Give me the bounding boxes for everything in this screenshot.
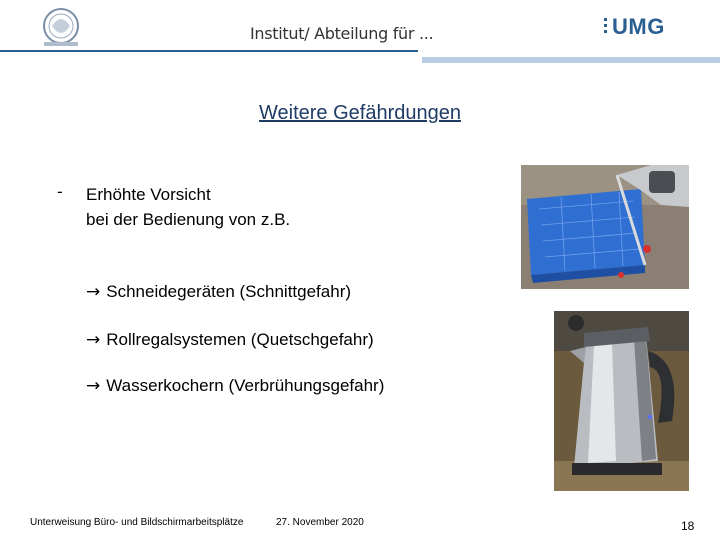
slide-title: Weitere Gefährdungen: [259, 102, 461, 124]
arrow-item-text: Rollregalsystemen (Quetschgefahr): [106, 330, 374, 349]
arrow-item-shelving: [86, 330, 374, 350]
arrow-item-cutter: [86, 282, 351, 302]
bullet-dash: -: [57, 182, 63, 201]
bullet-line-2: bei der Bedienung von z.B.: [86, 210, 291, 229]
arrow-right-icon: →: [86, 376, 101, 396]
footer-course-title: Unterweisung Büro- und Bildschirmarbeitsplätze: [30, 517, 244, 528]
arrow-item-text: Schneidegeräten (Schnittgefahr): [106, 282, 352, 301]
arrow-right-icon: →: [86, 282, 101, 302]
kettle-photo: [554, 311, 689, 491]
bullet-text: [86, 182, 290, 232]
arrow-item-text: Wasserkochern (Verbrühungsgefahr): [106, 376, 385, 395]
bullet-line-1: Erhöhte Vorsicht: [86, 185, 211, 204]
header-rule-left: [0, 50, 418, 52]
institute-header-title: Institut/ Abteilung für ...: [250, 24, 434, 43]
umg-logo-text: UMG: [612, 14, 665, 39]
header-rule-right: [422, 57, 720, 63]
arrow-right-icon: →: [86, 330, 101, 350]
arrow-item-kettle: [86, 376, 384, 396]
page-number: 18: [681, 519, 695, 533]
footer-date: 27. November 2020: [276, 517, 364, 528]
university-seal-logo: [38, 6, 84, 48]
umg-dots-icon: [604, 18, 608, 38]
paper-cutter-photo: [521, 165, 689, 289]
